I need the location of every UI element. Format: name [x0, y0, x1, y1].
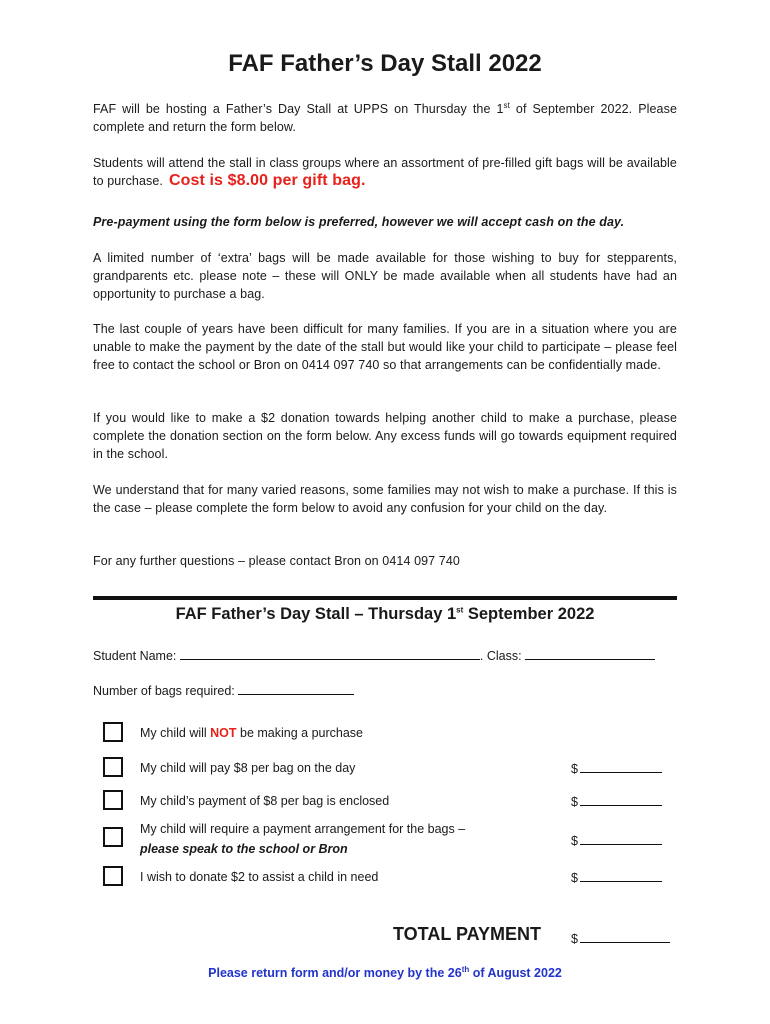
donation-paragraph: If you would like to make a $2 donation towards helping another child to make a purchase, please complete the donation section on the form below. Any excess funds will go towards equipment required in the school. — [93, 411, 677, 461]
dollar-sign: $ — [571, 762, 578, 776]
difficult-years-paragraph: The last couple of years have been difficult for many families. If you are in a situation where you are unable to make the payment by the date of the stall but would like your child to participate – please feel free to contact the school or Bron on 0414 097 740 so that arrangements can be confidentially made. — [93, 322, 677, 372]
dollar-sign: $ — [571, 871, 578, 885]
footer-text-b: of August 2022 — [469, 966, 562, 980]
payment-enclosed-amount — [571, 793, 662, 809]
option-payment-arrangement-label — [140, 819, 465, 859]
class-label: . Class: — [479, 649, 522, 663]
dollar-sign: $ — [571, 932, 578, 946]
payment-arrangement-amount-field[interactable] — [580, 832, 662, 845]
pay-on-day-amount-field[interactable] — [580, 760, 662, 773]
option-not-purchasing-label — [140, 723, 363, 743]
checkbox-payment-arrangement[interactable] — [103, 827, 123, 847]
option-subtext: please speak to the school or Bron — [140, 842, 348, 856]
pay-on-day-amount — [571, 760, 662, 776]
checkbox-payment-enclosed[interactable] — [103, 790, 123, 810]
bags-label: Number of bags required: — [93, 684, 235, 698]
donate-amount-field[interactable] — [580, 869, 662, 882]
payment-arrangement-amount — [571, 832, 662, 848]
dollar-sign: $ — [571, 795, 578, 809]
form-title-sup: st — [456, 605, 464, 615]
form-title-a: FAF Father’s Day Stall – Thursday 1 — [175, 605, 457, 623]
extra-bags-paragraph: A limited number of ‘extra’ bags will be made available for those wishing to buy for stepparents, grandparents etc. please note – these will ONLY be made available when all students have had an opportunity to purchase a bag. — [93, 251, 677, 301]
page-title: FAF Father’s Day Stall 2022 — [228, 50, 542, 77]
section-divider — [93, 596, 677, 600]
student-name-label: Student Name: — [93, 649, 177, 663]
bags-row — [93, 682, 677, 700]
total-payment-amount — [571, 930, 670, 946]
total-payment-label: TOTAL PAYMENT — [393, 924, 542, 944]
checkbox-not-purchasing[interactable] — [103, 722, 123, 742]
student-name-row — [93, 647, 677, 665]
students-text: Students will attend the stall in class groups where an assortment of pre-filled gift bags will be available to purchase. — [93, 156, 677, 188]
footer-sup: th — [461, 964, 470, 974]
total-payment-field[interactable] — [580, 930, 670, 943]
checkbox-donate[interactable] — [103, 866, 123, 886]
not-emphasis: NOT — [210, 726, 237, 740]
student-name-field[interactable] — [180, 647, 480, 660]
option-text: My child will require a payment arrangement for the bags – — [140, 822, 466, 836]
students-paragraph — [93, 154, 677, 190]
footer-text-a: Please return form and/or money by the 26 — [208, 966, 462, 980]
understand-paragraph: We understand that for many varied reasons, some families may not wish to make a purchase. If this is the case – please complete the form below to avoid any confusion for your child on the day. — [93, 483, 677, 515]
return-by-note — [93, 966, 677, 980]
payment-enclosed-amount-field[interactable] — [580, 793, 662, 806]
option-donate-label: I wish to donate $2 to assist a child in need — [140, 870, 379, 884]
dollar-sign: $ — [571, 834, 578, 848]
form-title — [93, 605, 677, 624]
option-text: My child will — [140, 726, 211, 740]
questions-paragraph: For any further questions – please contact Bron on 0414 097 740 — [93, 554, 460, 568]
class-field[interactable] — [525, 647, 655, 660]
intro-text-b: of September 2022. Please complete and return the form below. — [93, 102, 678, 134]
prepayment-note: Pre-payment using the form below is preferred, however we will accept cash on the day. — [93, 215, 625, 229]
bags-field[interactable] — [238, 682, 354, 695]
option-payment-enclosed-label: My child’s payment of $8 per bag is enclosed — [140, 794, 390, 808]
checkbox-pay-on-day[interactable] — [103, 757, 123, 777]
intro-sup: st — [503, 100, 510, 110]
option-pay-on-day-label: My child will pay $8 per bag on the day — [140, 761, 356, 775]
cost-text: Cost is $8.00 per gift bag. — [169, 172, 366, 189]
intro-text-a: FAF will be hosting a Father’s Day Stall at UPPS on Thursday the 1 — [93, 102, 504, 116]
donate-amount — [571, 869, 662, 885]
option-text: be making a purchase — [236, 726, 364, 740]
form-title-b: September 2022 — [463, 605, 595, 623]
intro-paragraph — [93, 100, 677, 136]
